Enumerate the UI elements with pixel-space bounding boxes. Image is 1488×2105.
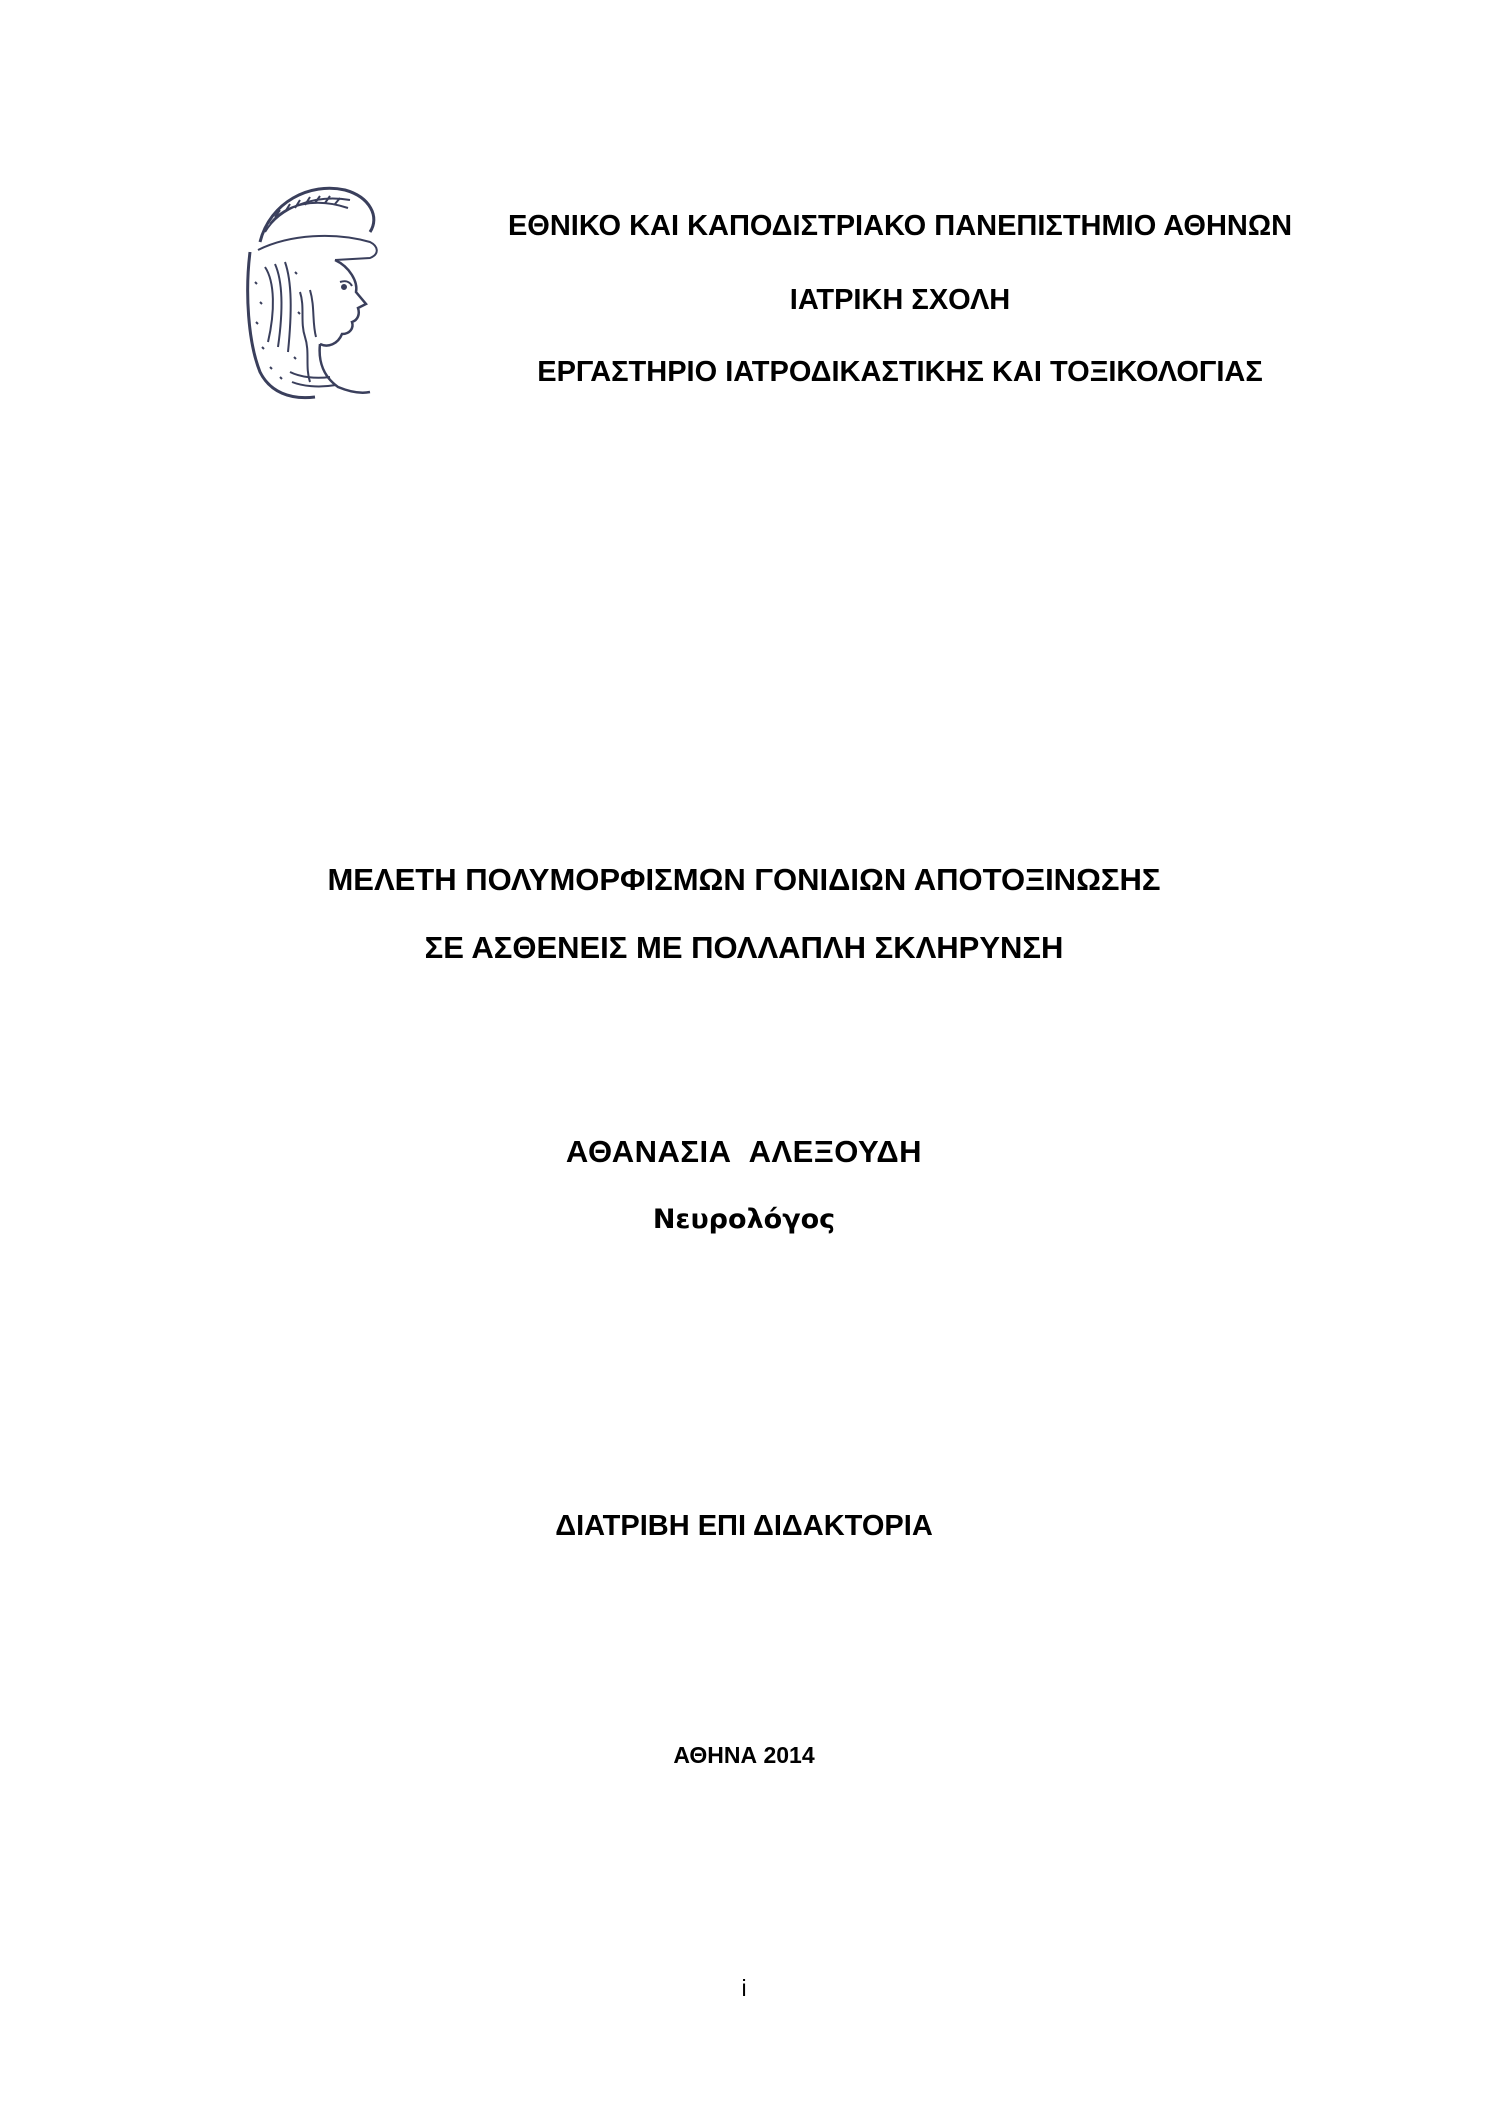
place-and-year: ΑΘΗΝΑ 2014 <box>673 1742 815 1768</box>
university-name: ΕΘΝΙΚΟ ΚΑΙ ΚΑΠΟΔΙΣΤΡΙΑΚΟ ΠΑΝΕΠΙΣΤΗΜΙΟ ΑΘΗΝΩΝ <box>507 210 1293 242</box>
athena-helmet-emblem-icon <box>220 172 390 402</box>
school-name: ΙΑΤΡΙΚΗ ΣΧΟΛΗ <box>789 284 1011 316</box>
author-role: Νευρολόγος <box>652 1204 836 1235</box>
degree-type: ΔΙΑΤΡΙΒΗ ΕΠΙ ΔΙΔΑΚΤΟΡΙΑ <box>555 1510 933 1542</box>
page-number: i <box>741 1975 747 2001</box>
author-name: ΑΘΑΝΑΣΙΑ ΑΛΕΞΟΥΔΗ <box>565 1134 923 1169</box>
laboratory-name: ΕΡΓΑΣΤΗΡΙΟ ΙΑΤΡΟΔΙΚΑΣΤΙΚΗΣ ΚΑΙ ΤΟΞΙΚΟΛΟΓΙΑΣ <box>537 356 1263 388</box>
thesis-title-line-2: ΣΕ ΑΣΘΕΝΕΙΣ ΜΕ ΠΟΛΛΑΠΛΗ ΣΚΛΗΡΥΝΣΗ <box>424 930 1064 965</box>
thesis-title-line-1: ΜΕΛΕΤΗ ΠΟΛΥΜΟΡΦΙΣΜΩΝ ΓΟΝΙΔΙΩΝ ΑΠΟΤΟΞΙΝΩΣΗΣ <box>327 862 1161 897</box>
